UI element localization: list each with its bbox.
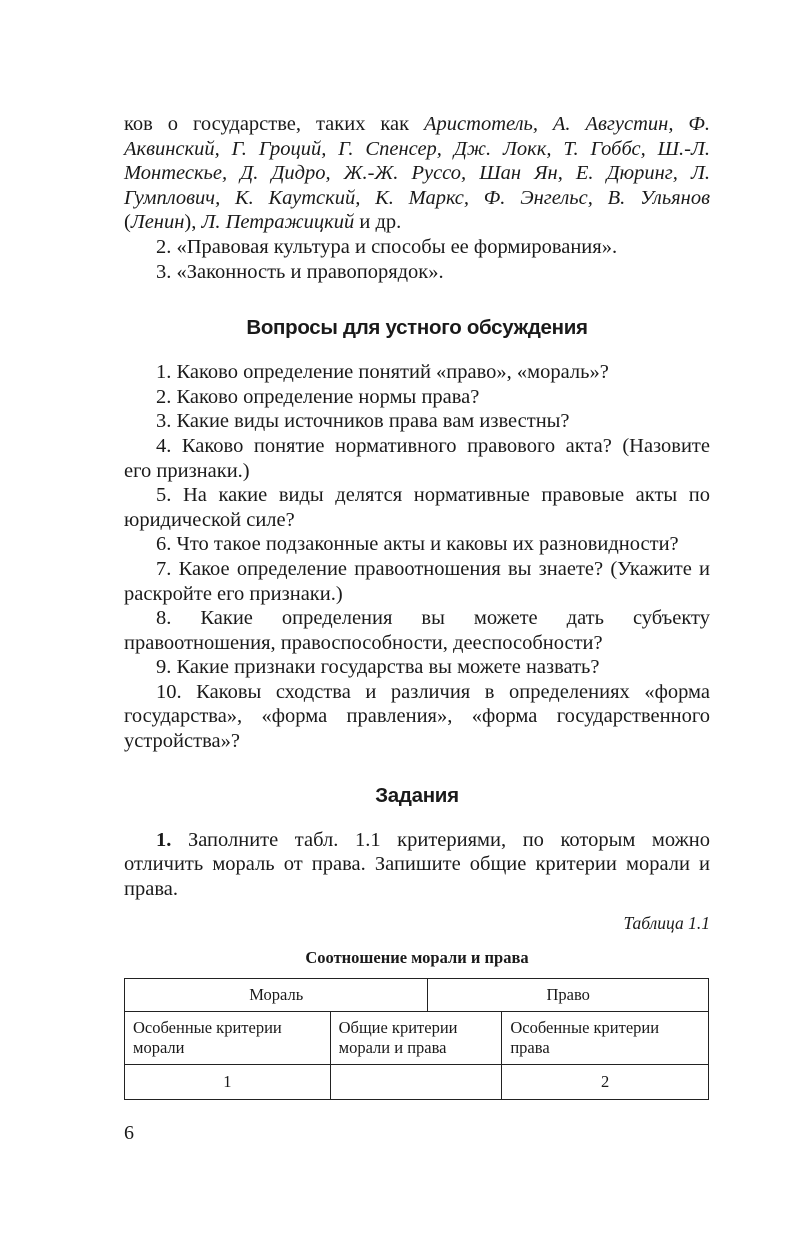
header-law: Право: [428, 979, 709, 1012]
tasks-heading: Задания: [375, 783, 459, 807]
cell-common-criteria: Общие критерии морали и права: [330, 1012, 502, 1065]
question-item: 1. Каково определение понятий «право», «мораль»?: [156, 361, 609, 384]
task-1: [124, 828, 710, 902]
column-number: 2: [502, 1065, 709, 1100]
topic-item: 2. «Правовая культура и способы ее формирования».: [156, 235, 618, 258]
question-item: 2. Каково определение нормы права?: [156, 385, 480, 408]
author-petrazhitsky: Л. Петражицкий: [201, 211, 355, 234]
page-number: 6: [124, 1122, 134, 1144]
table-title: Соотношение морали и права: [305, 948, 529, 968]
question-item: 3. Какие виды источников права вам известны?: [156, 410, 570, 433]
cell-morality-criteria: Особенные критерии морали: [125, 1012, 331, 1065]
page-content: [124, 112, 710, 1100]
author-lenin: Ленин: [130, 211, 185, 234]
table-number-row: [125, 1065, 709, 1100]
paren-close: ),: [184, 211, 202, 234]
table-header-row: [125, 979, 709, 1012]
question-item: 4. Каково понятие нормативного правового акта? (Назовите его признаки.): [124, 434, 710, 482]
question-item: 9. Какие признаки государства вы можете назвать?: [156, 656, 600, 679]
question-item: 8. Какие определения вы можете дать субъекту правоотношения, правоспособности, дееспособности?: [124, 607, 710, 654]
cell-law-criteria: Особенные критерии права: [502, 1012, 709, 1065]
question-item: 10. Каковы сходства и различия в определениях «форма государства», «форма правления», «форма государственного устройства»?: [124, 680, 710, 753]
table-label: Таблица 1.1: [623, 913, 710, 934]
morality-law-table: [124, 978, 709, 1100]
question-item: 6. Что такое подзаконные акты и каковы их разновидности?: [156, 533, 679, 556]
question-item: 7. Какое определение правоотношения вы знаете? (Укажите и раскройте его признаки.): [124, 557, 710, 605]
table-subheader-row: [125, 1012, 709, 1065]
header-morality: Мораль: [125, 979, 428, 1012]
task-1-number: 1.: [156, 828, 172, 851]
question-item: 5. На какие виды делятся нормативные правовые акты по юридической силе?: [124, 484, 710, 531]
column-number: 1: [125, 1065, 331, 1100]
authors-list: Аристотель, А. Августин, Ф. Аквинский, Г. Гроций, Г. Спенсер, Дж. Локк, Т. Гоббс, Ш.-Л. Монтескье, Д. Дидро, Ж.-Ж. Руссо, Шан Ян, Е. Дюринг, Л. Гумплович, К. Каутский, К. Маркс, Ф. Энгельс, В. Ульянов: [124, 113, 710, 209]
intro-text: ков о государстве, таких как: [124, 113, 425, 135]
questions-heading: Вопросы для устного обсуждения: [246, 316, 588, 340]
column-number: [330, 1065, 502, 1100]
intro-tail: и др.: [354, 211, 402, 234]
intro-paragraph: [124, 112, 710, 235]
topic-item: 3. «Законность и правопорядок».: [156, 260, 444, 283]
paren-open: (: [124, 211, 131, 234]
task-1-text: Заполните табл. 1.1 критериями, по которым можно отличить мораль от права. Запишите общие критерии морали и права.: [124, 828, 710, 900]
